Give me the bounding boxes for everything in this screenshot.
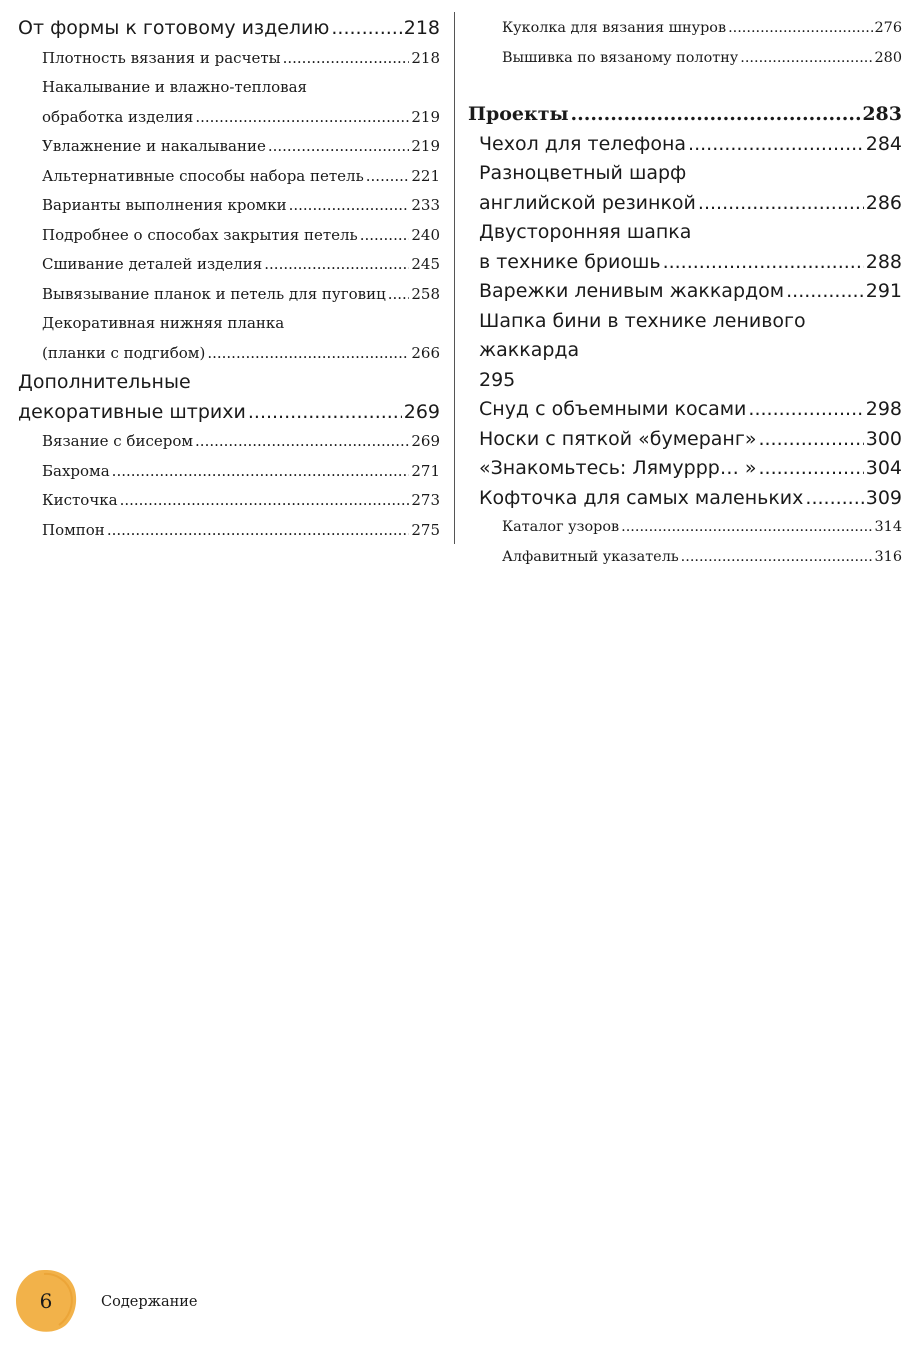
toc-entry-page: 309 — [865, 486, 902, 509]
toc-entry-page: 218 — [411, 48, 440, 67]
toc-entry[interactable] — [468, 277, 902, 307]
toc-entry-title: Кофточка для самых маленьких — [479, 486, 804, 509]
toc-entry-page: 291 — [865, 280, 902, 302]
toc-entry[interactable] — [468, 395, 902, 425]
toc-entry[interactable] — [18, 132, 440, 162]
toc-entry-title: Разноцветный шарф — [479, 162, 687, 184]
toc-entry-page: 276 — [874, 20, 902, 36]
toc-entry[interactable] — [468, 484, 902, 514]
section-title: Проекты — [468, 103, 569, 125]
toc-entry-page: 233 — [411, 196, 440, 214]
leader-dots — [688, 130, 864, 160]
toc-entry-title: Сшивание деталей изделия — [42, 255, 263, 273]
toc-entry-page: 286 — [865, 191, 902, 214]
toc-entry[interactable] — [468, 513, 902, 543]
leader-dots — [698, 189, 864, 219]
toc-entry-title: Чехол для телефона — [479, 132, 687, 155]
toc-entry[interactable] — [18, 44, 440, 74]
toc-entry-title: Альтернативные способы набора петель — [42, 166, 364, 185]
leader-dots — [195, 103, 409, 133]
toc-entry-page: 284 — [865, 132, 902, 155]
page-number: 6 — [39, 1289, 53, 1313]
leader-dots — [571, 100, 861, 130]
leader-dots — [112, 457, 410, 487]
toc-section-projects[interactable] — [468, 100, 902, 130]
leader-dots — [740, 44, 872, 74]
toc-entry[interactable] — [468, 14, 902, 44]
toc-entry-page: 240 — [411, 225, 440, 244]
toc-entry-page: 218 — [403, 17, 440, 39]
footer-section-label: Содержание — [101, 1294, 198, 1310]
toc-entry-title: Каталог узоров — [502, 519, 620, 535]
leader-dots — [120, 486, 410, 516]
leader-dots — [663, 248, 864, 278]
toc-entry[interactable] — [18, 162, 440, 192]
toc-entry-page: 273 — [411, 491, 440, 509]
toc-entry-page: 269 — [411, 432, 440, 450]
toc-entry-page: 298 — [865, 398, 902, 420]
toc-entry-title: Двусторонняя шапка — [479, 221, 692, 243]
leader-dots — [748, 395, 863, 425]
toc-entry-page: 288 — [865, 250, 902, 273]
toc-entry-title: От формы к готовому изделию — [18, 17, 330, 39]
toc-entry-title: Снуд с объемными косами — [479, 398, 747, 420]
toc-entry-title: «Знакомьтесь: Лямуррр… » — [479, 457, 757, 479]
toc-right-column — [468, 14, 902, 572]
toc-entry-page: 269 — [403, 400, 440, 423]
leader-dots — [195, 427, 409, 457]
toc-entry[interactable] — [468, 218, 902, 277]
leader-dots — [758, 425, 863, 455]
toc-entry-page: 314 — [874, 519, 902, 535]
leader-dots — [388, 280, 410, 310]
toc-entry-title: Бахрома — [42, 461, 110, 480]
leader-dots — [360, 221, 410, 251]
toc-entry-page: 300 — [865, 427, 902, 450]
leader-dots — [248, 398, 402, 428]
toc-entry[interactable] — [468, 307, 902, 396]
toc-entry[interactable] — [468, 130, 902, 160]
leader-dots — [621, 513, 872, 543]
toc-entry[interactable] — [18, 457, 440, 487]
toc-entry-page: 304 — [865, 457, 902, 479]
toc-entry[interactable] — [18, 280, 440, 310]
leader-dots — [759, 454, 864, 484]
toc-entry-title: Шапка бини в технике ленивого жаккарда — [479, 309, 806, 361]
toc-entry[interactable] — [18, 368, 440, 427]
toc-entry-page: 221 — [411, 166, 440, 185]
section-page: 283 — [862, 103, 902, 125]
toc-left-column — [18, 14, 440, 545]
toc-entry-title: Вывязывание планок и петель для пуговиц — [42, 284, 386, 303]
leader-dots — [268, 132, 410, 162]
toc-entry-title: Куколка для вязания шнуров — [502, 20, 727, 36]
toc-entry[interactable] — [468, 454, 902, 484]
toc-entry-title: Декоративная нижняя планка — [42, 314, 285, 332]
toc-entry-page: 258 — [411, 284, 440, 303]
toc-entry-title: Накалывание и влажно-тепловая — [42, 78, 307, 96]
leader-dots — [786, 277, 864, 307]
toc-entry[interactable] — [18, 221, 440, 251]
toc-entry-title: (планки с подгибом) — [42, 343, 206, 362]
toc-entry-title: Вязание с бисером — [42, 432, 194, 450]
toc-entry-title: в технике бриошь — [479, 250, 661, 273]
toc-entry-title: Дополнительные — [18, 371, 191, 393]
toc-entry-title: Помпон — [42, 520, 105, 539]
toc-entry[interactable] — [468, 44, 902, 74]
leader-dots — [207, 339, 409, 369]
toc-entry[interactable] — [18, 14, 440, 44]
toc-entry-title: Алфавитный указатель — [502, 548, 679, 565]
toc-entry[interactable] — [18, 516, 440, 546]
toc-entry-title: английской резинкой — [479, 191, 696, 214]
toc-entry-title: Кисточка — [42, 491, 118, 509]
leader-dots — [728, 14, 872, 44]
toc-entry-title: Вышивка по вязаному полотну — [502, 49, 739, 66]
toc-entry-page: 266 — [411, 343, 440, 362]
toc-entry[interactable] — [18, 73, 440, 132]
toc-entry[interactable] — [468, 543, 902, 573]
toc-entry-title: Увлажнение и накалывание — [42, 137, 266, 155]
leader-dots — [289, 191, 410, 221]
toc-entry[interactable] — [18, 427, 440, 457]
toc-entry[interactable] — [468, 159, 902, 218]
leader-dots — [283, 44, 410, 74]
toc-entry-title: обработка изделия — [42, 107, 194, 126]
leader-dots — [805, 484, 863, 514]
toc-entry-page: 275 — [411, 520, 440, 539]
toc-entry-title: Варианты выполнения кромки — [42, 196, 287, 214]
toc-entry-title: Плотность вязания и расчеты — [42, 48, 281, 67]
toc-entry-title: Носки с пяткой «бумеранг» — [479, 427, 757, 450]
toc-entry-page: 219 — [411, 107, 440, 126]
toc-entry-title: Варежки ленивым жаккардом — [479, 280, 785, 302]
toc-right-projects — [468, 130, 902, 573]
toc-entry-title: декоративные штрихи — [18, 400, 246, 423]
toc-entry[interactable] — [18, 309, 440, 368]
toc-entry-page: 271 — [411, 461, 440, 480]
toc-entry[interactable] — [468, 425, 902, 455]
toc-entry-page: 280 — [874, 49, 902, 66]
toc-entry-page: 245 — [411, 255, 440, 273]
leader-dots — [264, 250, 409, 280]
leader-dots — [331, 14, 401, 44]
column-divider — [454, 12, 455, 544]
toc-entry-page: 295 — [479, 368, 516, 391]
leader-dots — [107, 516, 410, 546]
toc-entry-page: 316 — [874, 548, 902, 565]
toc-entry-title: Подробнее о способах закрытия петель — [42, 225, 358, 244]
leader-dots — [366, 162, 410, 192]
toc-entry[interactable] — [18, 191, 440, 221]
toc-entry-page: 219 — [411, 137, 440, 155]
toc-entry[interactable] — [18, 486, 440, 516]
toc-right-top — [468, 14, 902, 73]
toc-entry[interactable] — [18, 250, 440, 280]
leader-dots — [681, 543, 873, 573]
